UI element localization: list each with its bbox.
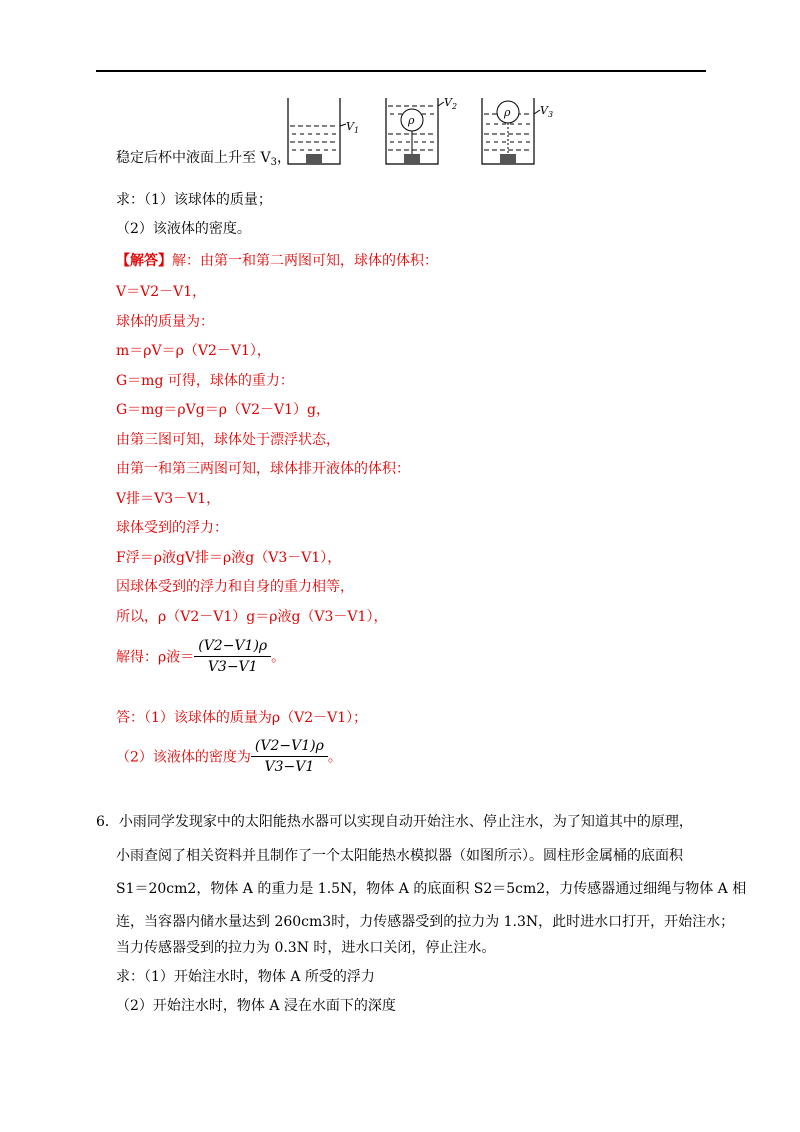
problem6-line-4: 连，当容器内储水量达到 260cm3时，力传感器受到的拉力为 1.3N，此时进水口打开，开始注水； — [116, 914, 735, 930]
solution-line-5: G＝mg 可得，球体的重力： — [116, 373, 294, 389]
v1-label: $V_1$ — [346, 120, 360, 135]
v3-label: $V_3$ — [540, 104, 554, 119]
problem6-line-3: S1＝20cm2，物体 A 的重力是 1.5N，物体 A 的底面积 S2＝5cm2，力传感器通过细绳与物体 A 相 — [116, 881, 747, 897]
question-2: （2）该液体的密度。 — [116, 221, 251, 237]
intro-line — [116, 148, 291, 173]
intro-end: ， — [276, 150, 291, 166]
beaker-1 — [288, 98, 346, 164]
fraction-numerator: (V2−V1)ρ — [194, 638, 271, 657]
solution-line-4: m＝ρV＝ρ（V2－V1）， — [116, 343, 271, 359]
problem6-line-2: 小雨查阅了相关资料并且制作了一个太阳能热水模拟器（如图所示）。圆柱形金属桶的底面积 — [116, 848, 683, 864]
solution-l14-prefix: 解得：ρ液＝ — [116, 649, 195, 666]
solution-l14-suffix: 。 — [271, 649, 286, 666]
solution-line-8: 由第一和第三两图可知，球体排开液体的体积： — [116, 461, 410, 477]
problem6-question-1: 求：（1）开始注水时，物体 A 所受的浮力 — [116, 969, 375, 985]
solution-line-10: 球体受到的浮力： — [116, 520, 228, 536]
rho-label-2: ρ — [408, 114, 415, 127]
answer-2 — [116, 738, 342, 775]
fraction-numerator-2: (V2−V1)ρ — [251, 738, 328, 757]
solution-line-6: G＝mg＝ρVg＝ρ（V2－V1）g， — [116, 402, 330, 418]
solution-line-1 — [116, 251, 438, 271]
answer-2-suffix: 。 — [327, 749, 342, 766]
solution-l1: 解：由第一和第二两图可知，球体的体积： — [172, 253, 438, 269]
solution-line-7: 由第三图可知，球体处于漂浮状态， — [116, 432, 340, 448]
density-fraction-1 — [194, 638, 271, 675]
solution-line-3: 球体的质量为： — [116, 314, 214, 330]
solution-line-2: V＝V2－V1， — [116, 284, 207, 300]
question-1: 求：（1）该球体的质量； — [116, 192, 272, 208]
beaker-figures — [284, 94, 564, 166]
answer-1: 答：（1）该球体的质量为ρ（V2－V1）； — [116, 710, 368, 726]
v2-label: $V_2$ — [444, 96, 458, 111]
problem6-line-5: 当力传感器受到的拉力为 0.3N 时，进水口关闭，停止注水。 — [116, 940, 496, 956]
solution-tag: 【解答】 — [116, 253, 172, 269]
density-fraction-2 — [251, 738, 328, 775]
answer-2-prefix: （2）该液体的密度为 — [116, 749, 251, 766]
rho-label-3: ρ — [504, 106, 511, 119]
problem6-question-2: （2）开始注水时，物体 A 浸在水面下的深度 — [116, 998, 396, 1014]
fraction-denominator: V3−V1 — [207, 659, 258, 675]
intro-text: 稳定后杯中液面上升至 V — [116, 150, 271, 166]
beaker-3 — [482, 98, 540, 164]
solution-line-12: 因球体受到的浮力和自身的重力相等， — [116, 579, 354, 595]
solution-line-11: F浮＝ρ液gV排＝ρ液g（V3－V1）， — [116, 550, 342, 566]
solution-line-9: V排＝V3－V1， — [116, 491, 221, 507]
solution-line-13: 所以，ρ（V2－V1）g＝ρ液g（V3－V1）， — [116, 609, 388, 625]
solution-line-14 — [116, 638, 285, 675]
problem6-line-1: 6．小雨同学发现家中的太阳能热水器可以实现自动开始注水、停止注水，为了知道其中的原理， — [96, 814, 693, 830]
fraction-denominator-2: V3−V1 — [264, 759, 315, 775]
intro-sub: 3 — [270, 157, 277, 168]
beaker-2 — [386, 98, 444, 164]
header-rule — [96, 70, 706, 72]
beaker-diagram — [284, 94, 564, 166]
